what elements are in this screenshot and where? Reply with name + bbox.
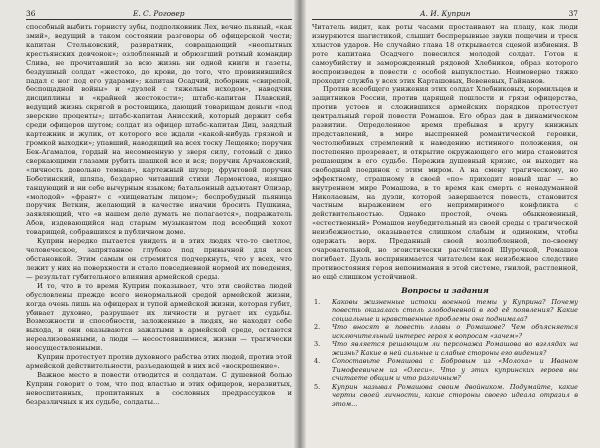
question-text: Что является решающим ли персонажа Ромашова во взглядах на жизнь? Какие в ней сильные и слабые стороны его видения? [332, 340, 578, 357]
right-page-header [312, 9, 578, 20]
book-spine-shadow [294, 0, 306, 448]
question-text: Сопоставьте Ромашова с Бобровым из «Молоха» и Иваном Тимофеевичем из «Олеси». Что у этих купринских героев вы считаете общим и что различным? [332, 357, 578, 383]
paragraph: Куприн нередко пытается увидеть и в этих людях что-то светлое, человеческое, запрятанное глубоко под привычной для всех обстановкой. Этим самым он стремится подчеркнуть, что у всех, что лежит у них на поверхности и стало повседневной нормой их поведения, — результат губительного влияния армейской среды. [26, 237, 292, 281]
question-text: Куприн называл Ромашова своим двойником. Подумайте, какие черты своей личности, какие стороны своего идеала отразил в этом... [332, 382, 578, 408]
paragraph: Важное место в повести отводится и солдатам. С душевной болью Куприн говорит о том, что под властью и этих офицеров, неразвитых, невоспитанных, пропитанных в сословных предрассудков и безразличных к их судьбе, солдаты... [26, 370, 292, 406]
left-page-header [26, 9, 292, 20]
question-item [312, 340, 578, 357]
question-number: 1. [314, 297, 321, 306]
question-text: Что вносят в повесть главы о Ромашове? Чем объясняется исключительный интерес героя к вопросам «зачем»? [332, 323, 578, 340]
right-page [300, 0, 600, 448]
right-page-running-title: А. И. Куприн [420, 9, 471, 18]
questions-list [312, 298, 578, 409]
question-number: 2. [314, 323, 321, 332]
paragraph: И то, что в то время Куприн показывает, что эти свойства людей обусловлены прежде всего ненормальной средой армейской жизни, когда очень лишь на офицерах и тупой армейской жизни, которая губит, убивает духовно, разрушает их личности и ругает их судьбы. Возможности и способности, заложенные в людях, не находят себе выхода, и они оказываются зажатыми в армейской среде, остаются нереализованными, а люди — несостоявшимися, жизни — трагически неосуществленными. [26, 281, 292, 353]
question-item [312, 383, 578, 409]
question-item [312, 323, 578, 340]
question-text: Каковы жизненные истоки военной темы у Куприна? Почему повесть оказалась столь злободневной в год её появления? Какие социальные и нравственные проблемы она поднимала? [332, 297, 578, 323]
question-number: 5. [314, 382, 321, 391]
questions-section-title: Вопросы и задания [401, 285, 489, 295]
paragraph: Куприн протестует против духовного рабства этих людей, против этой армейской действительности, разъедающей в них всё «воскрешение». [26, 353, 292, 371]
question-item [312, 298, 578, 324]
left-page-number: 36 [26, 9, 36, 18]
left-page-text [26, 23, 292, 407]
left-page-running-title: Е. С. Роговер [132, 9, 185, 18]
question-number: 3. [314, 340, 321, 349]
right-page-text [312, 23, 578, 282]
question-item [312, 357, 578, 383]
paragraph: Читатель видит, как роты часами простаивают на плацу, как люди изнуряются шагистикой, слышит беспрерывные звуки пощечин и треск хлыстов ударов. Не случайно глава 18 открывается сценой избиения. В роте капитана Осадчего повесился молодой солдат. Готов к самоубийству и заморожденный рядовой Хлебников, образ которого воспроизведен в повести с особой выпуклостью. Неимоверно тяжко проходит служба у всех этих Карташовых, Вевеневых, Гайнанов. [312, 23, 578, 85]
paragraph: способный выбить горнисту зубы, подполковник Лех, вечно пьяный, «как змий», ведущий в таком состоянии разговоры об офицерской чести; капитан Стельковский, развратник, совращающий «неопытных крестьянских девчонок»; озлобленный и обрюзгший ротный командир Слива, не прочитавший за всю жизнь ни одной книги и газеты, бездушный солдат «жестоко, до крови, до того, что провинившийся падал с ног под его ударами»; капитан Осадчий, поборник «свирепой, беспощадной войны» и «дуэлей с тяжелым исходом», наводчик дисциплины и «крайней жестокости»; штабс-капитан Плавский, ведущий жизнь скрягой в ростовщика, дающий товарищам деньги «под зверские проценты»; штабс-капитан Анисский, который держит себя среди офицеров шутом; солдат из офицер штабс-капитан Диц, заядлый картежник и жулик, от которого все ждали «какой-нибудь грязной и громкой выходки»; упавший, наводящий на всех тоску Лещенко; поручик Бек-Агамалов, гордый на несомненную у зверя силу, готовый с дико сверкающими глазами рубить шашкой все и вся; поручик Арчаковский, «личность довольно темная», картежный шулер; фрунтовой поручик Бобетинский, шляпа, бездарно читавший стихи Лермонтова, изящно танцующий и ни себе вычурным языком; батальонный адъютант Олизар, «молодой» «франт» с «хищеватым лицом»; беспробудный пьяница поручик Веткин, желающий в качестве иначии бросить Пушкина, заявляющий, что «в нашем деле думать не полагается», подражатель Абов, издевающийся над старым музыкантом под всеобщий хохот товарищей, собравшихся в публичном доме. [26, 23, 292, 237]
paragraph: Против всеобщего унижения этих солдат Хлебниковых, кормильцев и защитников России, против царящей пошлости и грязи офицерства, против устоев и сложившихся армейских порядков протестует центральный герой повести Ромашов. Его образ дан в динамическом развитии. Определенное время пребывая в кругу книжных представлений, в мире выспренней романтической героики, честолюбивых стремлений к наведению истинного положения, он постепенно прозревает, и открытие окружающего его мира становится решающим в его судьбе. Пережив душевный кризис, он выходит на свободный поединок с этим миром. А на смену трагическому, но эффектному, страшному в своей «по» приходит новый шаг — во внутреннем мире Ромашова, в то время как смерть с ненадуманной Николаевым, на дуэли, которой завершается повесть, становится частным выражением его непримиримого конфликта с действительностью. Однако простой, очень обыкновенный, «естественный» Ромашов неубедительный из своей среды с трагической неизбежностью, оказывается слишком слабым и одиноким, чтобы одержать верх. Преданный своей возлюбленной, по-своему очаровательной, но эгоистически расчётливой Шурочкой, Ромашов погибает. Дуэль воспринимается читателем как неизбежное следствие противостояния героя непонимания в этой системе, гнилой, растленной, но ещё слишком устойчивой. [312, 85, 578, 281]
question-number: 4. [314, 357, 321, 366]
right-page-number: 37 [568, 9, 578, 18]
